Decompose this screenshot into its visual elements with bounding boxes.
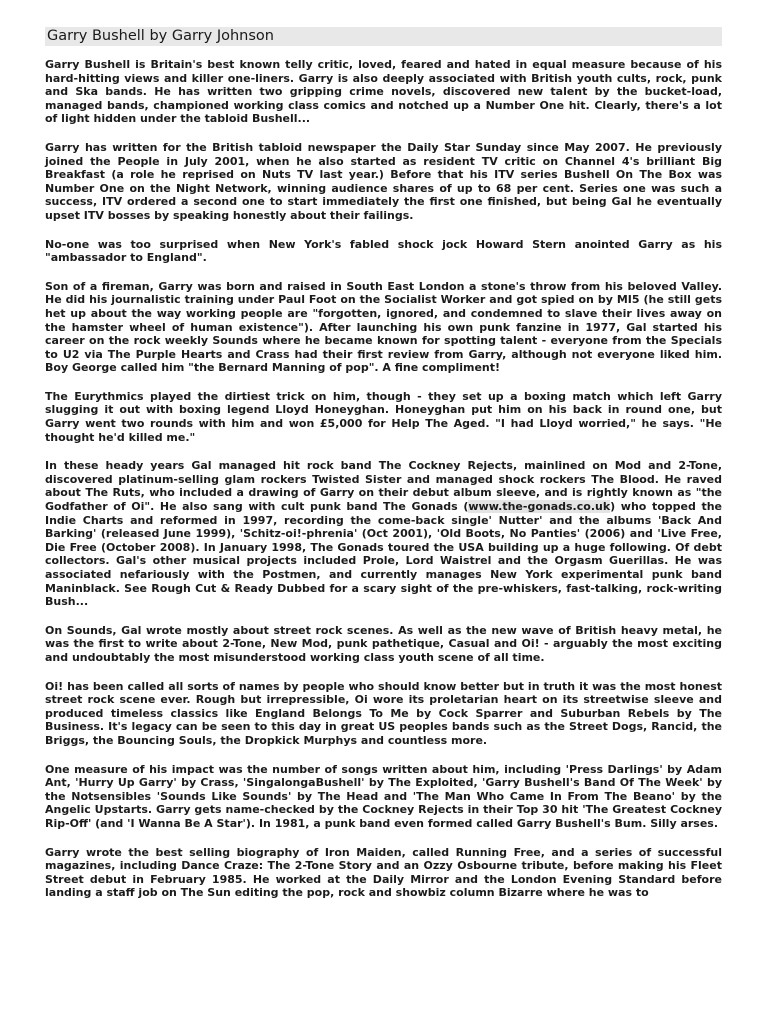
paragraph-howard-stern: No-one was too surprised when New York's fabled shock jock Howard Stern anointed Garry as his "ambassador to England". — [45, 237, 722, 265]
gonads-website-link[interactable]: www.the-gonads.co.uk — [468, 500, 611, 514]
paragraph-text-after-link: ) who topped the Indie Charts and reformed in 1997, recording the come-back single' Nutter' and the albums 'Back And Barking' (released June 1999), 'Schitz-oi!-phrenia' (Oct 2001), 'Old Boots, No Panties' (2006) and 'Live Free, Die Free (October 2008). In January 1998, The Gonads toured the USA building up a huge following. Of debt collectors. Gal's other musical projects included Prole, Lord Waistrel and the Orgasm Guerillas. He was associated nefariously with the Postmen, and currently manages New York experimental punk band Maninblack. See Rough Cut & Ready Dubbed for a scary sight of the pre-whiskers, fast-talking, rock-writing Bush... — [45, 500, 723, 609]
paragraph-songs: One measure of his impact was the number of songs written about him, including 'Press Darlings' by Adam Ant, 'Hurry Up Garry' by Crass, 'SingalongaBushell' by The Exploited, 'Garry Bushell's Band Of The Week' by the Notsensibles 'Sounds Like Sounds' by The Head and 'The Man Who Came In From The Beano' by the Angelic Upstarts. Garry gets name-checked by the Cockney Rejects in their Top 30 hit 'The Greatest Cockney Rip-Off' (and 'I Wanna Be A Star'). In 1981, a punk band even formed called Garry Bushell's Bum. Silly arses. — [45, 762, 722, 830]
document-page — [45, 27, 722, 915]
paragraph-oi: Oi! has been called all sorts of names by people who should know better but in truth it was the most honest street rock scene ever. Rough but irrepressible, Oi wore its proletarian heart on its streetwise sleeve and produced timeless classics like England Belongs To Me by Cock Sparrer and Suburban Rebels by The Business. It's legacy can be seen to this day in great US peoples bands such as the Street Dogs, Rancid, the Briggs, the Bouncing Souls, the Dropkick Murphys and countless more. — [45, 679, 722, 747]
paragraph-early-life: Son of a fireman, Garry was born and raised in South East London a stone's throw from his beloved Valley. He did his journalistic training under Paul Foot on the Socialist Worker and got spied on by MI5 (he still gets het up about the way working people are "forgotten, ignored, and condemned to slave their lives away on the hamster wheel of human existence"). After launching his own punk fanzine in 1977, Gal started his career on the rock weekly Sounds where he became known for spotting talent - everyone from the Specials to U2 via The Purple Hearts and Crass had their first review from Garry, although not everyone liked him. Boy George called him "the Bernard Manning of pop". A fine compliment! — [45, 279, 722, 375]
page-title: Garry Bushell by Garry Johnson — [47, 28, 274, 44]
paragraph-iron-maiden: Garry wrote the best selling biography of Iron Maiden, called Running Free, and a series of successful magazines, including Dance Craze: The 2-Tone Story and an Ozzy Osbourne tribute, before making his Fleet Street debut in February 1985. He worked at the Daily Mirror and the London Evening Standard before landing a staff job on The Sun editing the pop, rock and showbiz column Bizarre where he was to — [45, 845, 722, 900]
paragraph-tv-career: Garry has written for the British tabloid newspaper the Daily Star Sunday since May 2007. He previously joined the People in July 2001, when he also started as resident TV critic on Channel 4's brilliant Big Breakfast (a role he reprised on Nuts TV last year.) Before that his ITV series Bushell On The Box was Number One on the Night Network, winning audience shares of up to 68 per cent. Series one was such a success, ITV ordered a second one to start immediately the first one finished, but being Gal he eventually upset ITV bosses by speaking honestly about their failings. — [45, 140, 722, 222]
paragraph-music-management — [45, 459, 722, 609]
title-bar — [45, 27, 722, 46]
paragraph-intro: Garry Bushell is Britain's best known telly critic, loved, feared and hated in equal measure because of his hard-hitting views and killer one-liners. Garry is also deeply associated with British youth cults, rock, punk and Ska bands. He has written two gripping crime novels, discovered new talent by the bucket-load, managed bands, championed working class comics and notched up a Number One hit. Clearly, there's a lot of light hidden under the tabloid Bushell... — [45, 58, 722, 126]
paragraph-sounds: On Sounds, Gal wrote mostly about street rock scenes. As well as the new wave of British heavy metal, he was the first to write about 2-Tone, New Mod, punk pathetique, Casual and Oi! - arguably the most exciting and undoubtably the most misunderstood working class youth scene of all time. — [45, 623, 722, 664]
paragraph-eurythmics: The Eurythmics played the dirtiest trick on him, though - they set up a boxing match which left Garry slugging it out with boxing legend Lloyd Honeyghan. Honeyghan put him on his back in round one, but Garry went two rounds with him and won £5,000 for Help The Aged. "I had Lloyd worried," he says. "He thought he'd killed me." — [45, 389, 722, 444]
paragraph-text-before-link: In these heady years Gal managed hit rock band The Cockney Rejects, mainlined on Mod and 2-Tone, discovered platinum-selling glam rockers Twisted Sister and managed shock rockers The Blood. He raved about The Ruts, who included a drawing of Garry on their debut album sleeve, and is rightly known as "the Godfather of Oi". He also sang with cult punk band The Gonads ( — [45, 459, 722, 514]
